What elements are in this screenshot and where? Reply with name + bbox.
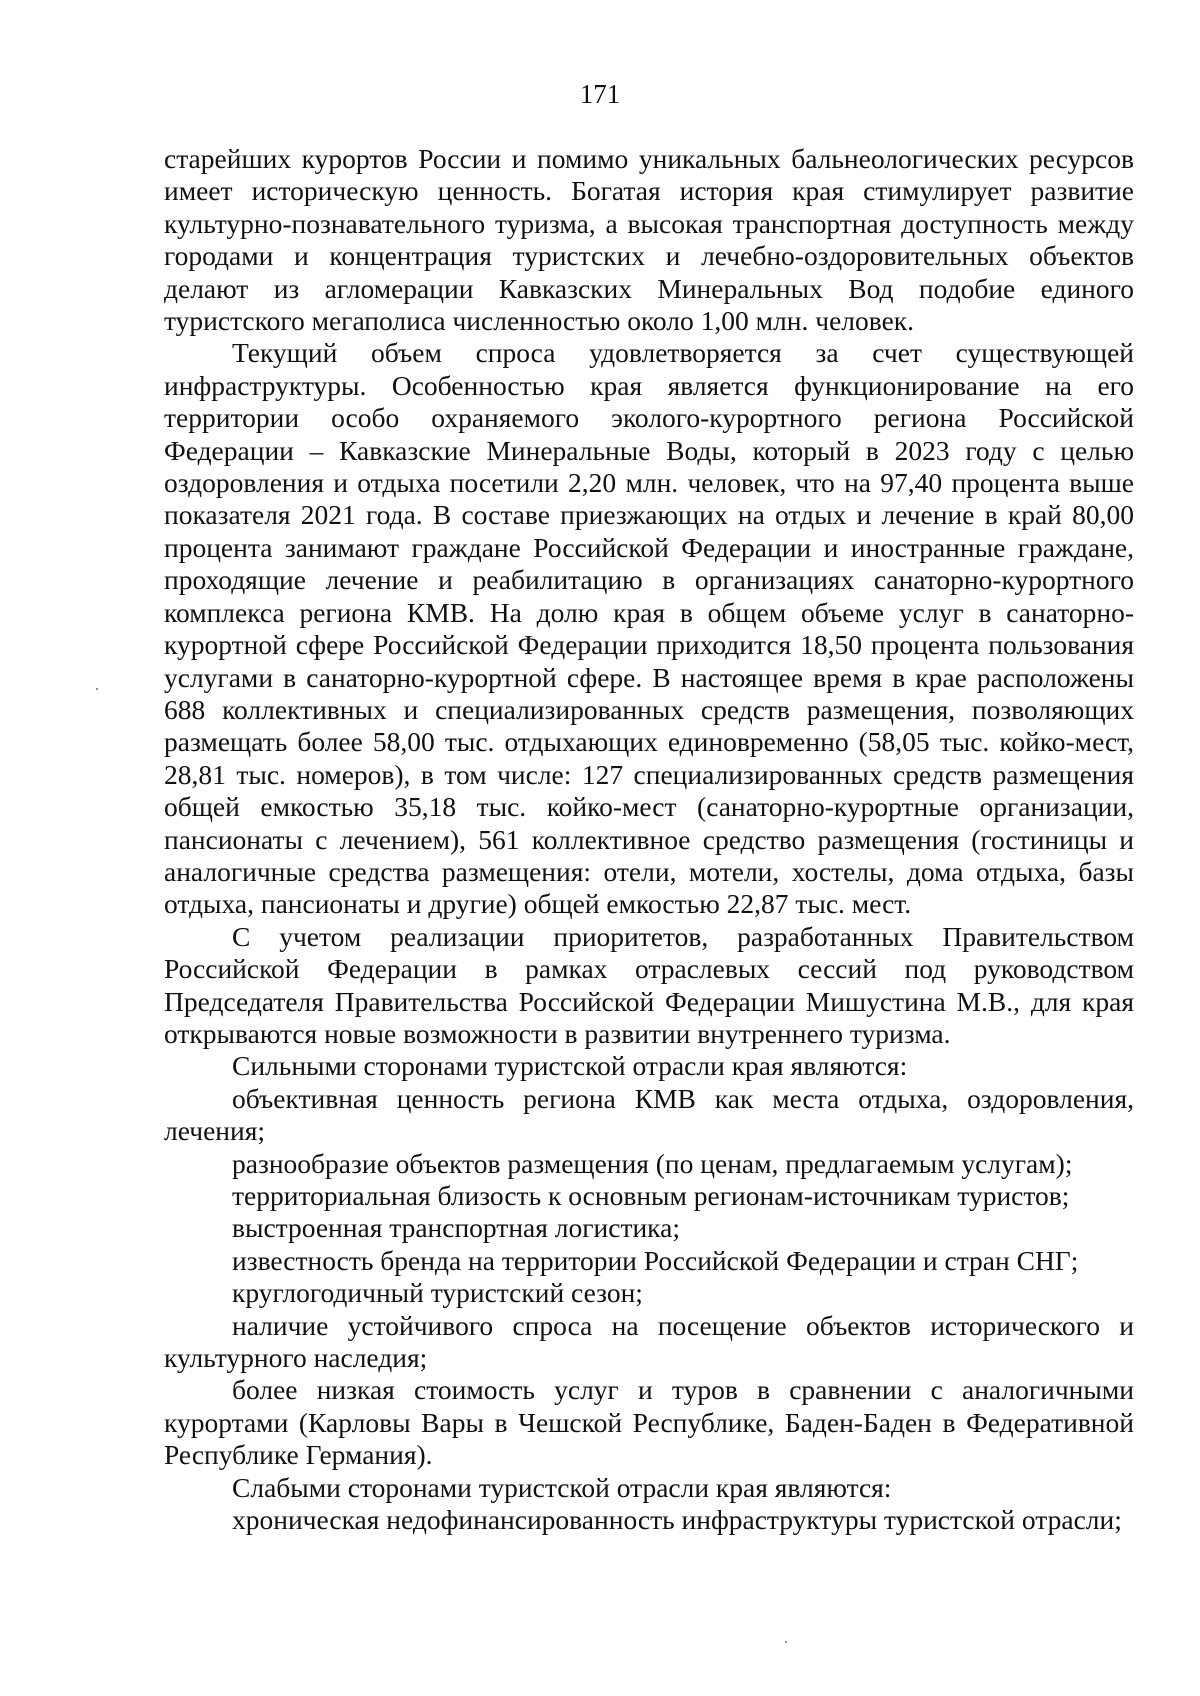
page-number: 171 bbox=[579, 79, 621, 109]
strength-item: объективная ценность региона КМВ как места отдыха, оздоровления, лечения; bbox=[164, 1082, 1134, 1147]
weakness-item: хроническая недофинансированность инфраструктуры туристской отрасли; bbox=[232, 1504, 1122, 1536]
paragraph-priorities: С учетом реализации приоритетов, разработанных Правительством Российской Федерации в рамках отраслевых сессий под руководством Председателя Правительства Российской Федерации Мишустина М.В., для края открываются новые возможности в развитии внутреннего туризма. bbox=[164, 920, 1134, 1049]
strengths-heading: Сильными сторонами туристской отрасли края являются: bbox=[232, 1050, 908, 1082]
strength-item: территориальная близость к основным регионам-источникам туристов; bbox=[232, 1180, 1070, 1211]
strength-item: выстроенная транспортная логистика; bbox=[232, 1212, 680, 1244]
document-body bbox=[164, 143, 1134, 1536]
paragraph-demand: Текущий объем спроса удовлетворяется за счет существующей инфраструктуры. Особенностью края является функционирование на его территории особо охраняемого эколого-курортного региона Российской Федерации – Кавказские Минеральные Воды, который в 2023 году с целью оздоровления и отдыха посетили 2,20 млн. человек, что на 97,40 процента выше показателя 2021 года. В составе приезжающих на отдых и лечение в край 80,00 процента занимают граждане Российской Федерации и иностранные граждане, проходящие лечение и реабилитацию в организациях санаторно-курортного комплекса региона КМВ. На долю края в общем объеме услуг в санаторно-курортной сфере Российской Федерации приходится 18,50 процента пользования услугами в санаторно-курортной сфере. В настоящее время в крае расположены 688 коллективных и специализированных средств размещения, позволяющих размещать более 58,00 тыс. отдыхающих единовременно (58,05 тыс. койко-мест, 28,81 тыс. номеров), в том числе: 127 специализированных средств размещения общей емкостью 35,18 тыс. койко-мест (санаторно-курортные организации, пансионаты с лечением), 561 коллективное средство размещения (гостиницы и аналогичные средства размещения: отели, мотели, хостелы, дома отдыха, базы отдыха, пансионаты и другие) общей емкостью 22,87 тыс. мест. bbox=[164, 337, 1134, 920]
strength-item: более низкая стоимость услуг и туров в сравнении с аналогичными курортами (Карловы Вары в Чешской Республике, Баден-Баден в Федеративной Республике Германия). bbox=[164, 1374, 1134, 1471]
strength-item: круглогодичный туристский сезон; bbox=[232, 1277, 643, 1309]
strength-item: разнообразие объектов размещения (по ценам, предлагаемым услугам); bbox=[232, 1147, 1073, 1179]
paragraph-continuation: старейших курортов России и помимо уникальных бальнеологических ресурсов имеет историческую ценность. Богатая история края стимулирует развитие культурно-познавательного туризма, а высокая транспортная доступность между городами и концентрация туристских и лечебно-оздоровительных объектов делают из агломерации Кавказских Минеральных Вод подобие единого туристского мегаполиса численностью около 1,00 млн. человек. bbox=[164, 143, 1134, 337]
strength-item: известность бренда на территории Российской Федерации и стран СНГ; bbox=[232, 1244, 1079, 1276]
weaknesses-heading: Слабыми сторонами туристской отрасли края являются: bbox=[232, 1471, 892, 1503]
strength-item: наличие устойчивого спроса на посещение объектов исторического и культурного наследия; bbox=[164, 1309, 1134, 1374]
scan-speck bbox=[785, 1641, 787, 1643]
scan-speck bbox=[96, 688, 98, 690]
